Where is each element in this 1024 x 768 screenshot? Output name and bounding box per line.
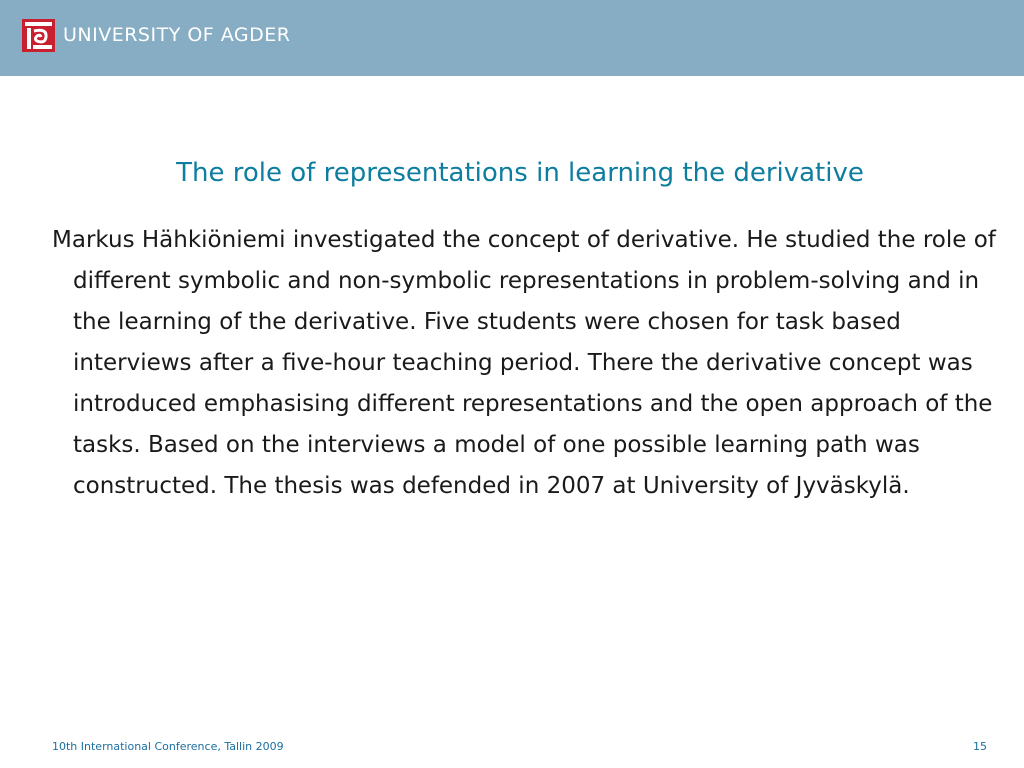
header-bar: [0, 0, 1024, 76]
university-emblem-icon: [22, 19, 55, 52]
university-logo: [22, 19, 291, 52]
body-paragraph: Markus Hähkiöniemi investigated the concept of derivative. He studied the role of different symbolic and non-symbolic representations in problem-solving and in the learning of the derivative. Five students were chosen for task based interviews after a five-hour teaching period. There the derivative concept was introduced emphasising different representations and the open approach of the tasks. Based on the interviews a model of one possible learning path was constructed. The thesis was defended in 2007 at University of Jyväskylä.: [52, 227, 996, 499]
slide-title: The role of representations in learning the derivative: [176, 158, 864, 188]
footer-conference: 10th International Conference, Tallin 2009: [52, 740, 284, 753]
page-number: 15: [973, 740, 987, 753]
logo-text: UNIVERSITY OF AGDER: [63, 24, 291, 46]
